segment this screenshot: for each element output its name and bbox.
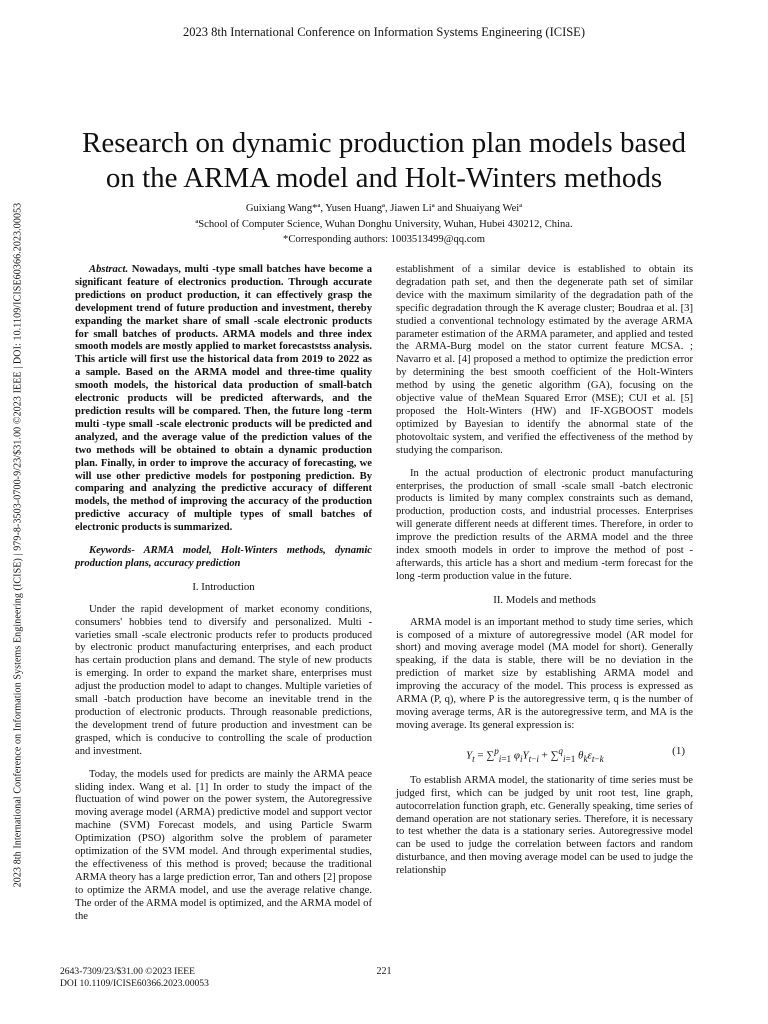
intro-paragraph-1: Under the rapid development of market economy conditions, consumers' hobbies tend to diversify and personalized. Multi -varieties small -scale electronic products refer to products produced by electronic product manufacturing enterprises, and each product has certain production plans and demand. The style of new products is emerging. In order to expand the market share, enterprises must adjust the production model to adapt to changes. Multiple varieties of small -batch production have become an inevitable trend in the production of electronic products. Through reasonable predictions, the development trend of future production and investment can be grasped, which is conducive to controlling the scale of production and investment. bbox=[75, 603, 372, 757]
author-affiliation: ªSchool of Computer Science, Wuhan Donghu University, Wuhan, Hubei 430212, China. bbox=[195, 218, 573, 230]
intro-paragraph-2: Today, the models used for predicts are mainly the ARMA peace sliding index. Wang et al. [1] In order to study the impact of the fluctuation of wind power on the power system, the Autoregressive moving average model (ARMA) predictive model and support vector machine (SVM) Forecast models, and using Particle Swarm Optimization (PSO) algorithm solve the problem of parameter optimization of the SVM model. And through experimental studies, the effectiveness of this method is proved; because the traditional ARMA theory has a large prediction error, Tan and others [2] propose to optimize the ARMA model, and use the average relative change. The order of the ARMA model is optimized, and the ARMA model of the bbox=[75, 768, 372, 922]
arma-equation bbox=[396, 743, 693, 765]
equation-expression: $Y_t = \sum^p_{i=1}$ $\varphi_iY_{t-i} + \sum^q_{i=1}$ $\theta_k\varepsilon_{t-k}$ bbox=[466, 745, 604, 764]
conference-header: 2023 8th International Conference on Information Systems Engineering (ICISE) bbox=[183, 25, 585, 39]
right-paragraph-1: establishment of a similar device is established to obtain its degradation path set, and then the degenerate path set of similar device with the maximum similarity of the degradation path of the specific degradation through the K average cluster; Boudraa et al. [3] studied a conventional technology estimated by the average ARMA parameter estimation of the ARMA parameter, and applied and tested the ARMA-Burg model on the stator current feature MCSA. ; Navarro et al. [4] proposed a method to optimize the prediction error by determining the best smooth coefficient of the Holt-Winters method by using the genetic algorithm (GA), focusing on the objective value of theMean Squared Error (MSE); CUI et al. [5] proposed the Holt-Winters (HW) and IF-XGBOOST models optimized by Bayesian to identify the abnormal state of the photovoltaic system, and verified the effectiveness of the method by studying the comparison. bbox=[396, 264, 693, 456]
section-heading-introduction: I. Introduction bbox=[192, 580, 255, 593]
section-heading-methods: II. Models and methods bbox=[493, 593, 596, 606]
keywords: Keywords- ARMA model, Holt-Winters methods, dynamic production plans, accuracy prediction bbox=[75, 545, 372, 569]
side-doi-text: 2023 8th International Conference on Information Systems Engineering (ICISE) | 979-8-3503-0700-9/23/$31.00 ©2023 IEEE | DOI: 10.1109/ICISE60366.2023.00053 bbox=[12, 202, 24, 888]
methods-paragraph-2: To establish ARMA model, the stationarity of time series must be judged first, which can be judged by unit root test, line graph, autocorrelation function graph, etc. Generally speaking, time series of demand operation are not stationary series. Therefore, it is necessary to test whether the data is a stationary series. Autoregressive model can be used to judge the correlation between factors and random disturbance, and then moving average model can be used to judge the relationship bbox=[396, 774, 693, 877]
methods-paragraph-1: ARMA model is an important method to study time series, which is composed of a mixture of autoregressive model (AR model for short) and moving average model (MA model for short). Generally speaking, if the data is stable, there will be no deviation in the prediction of market size by establishing ARMA model and improving the accuracy of the model. This process is expressed as ARMA (P, q), where P is the autoregressive term, q is the number of moving average terms, AR is the autoregressive term, and MA is the moving average. Its general expression is: bbox=[396, 616, 693, 731]
footer-doi: DOI 10.1109/ICISE60366.2023.00053 bbox=[60, 978, 209, 989]
equation-number: (1) bbox=[672, 744, 685, 757]
page-number: 221 bbox=[376, 966, 392, 977]
abstract-lead: Abstract. bbox=[89, 264, 129, 275]
author-names: Guixiang Wang*ª, Yusen Huangª, Jiawen Liª and Shuaiyang Weiª bbox=[245, 203, 523, 214]
title-line-1: Research on dynamic production plan models based bbox=[81, 127, 686, 159]
abstract-text: Nowadays, multi -type small batches have become a significant feature of electronics production. Through accurate predictions on product production, it can effectively grasp the development trend of future production and investment, thereby expanding the market share of small -scale electronic products for small batches of products. ARMA models and three index smooth models are mostly applied to market forecaststss analysis. This article will first use the historical data from 2019 to 2022 as a sample. Based on the ARMA model and three-time quality smooth models, the historical data production of small-batch electronic products will be predicted afterwards, and the prediction results will be compared. Then, the future long -term multi -type small -scale electronic products will be predicted and analyzed, and the average value of the prediction values of the two methods will be obtained to obtain a dynamic production plan. Finally, in order to improve the accuracy of forecasting, we will use other predictive models for postponing prediction. By comparing and analyzing the predictive accuracy of different models, the method of improving the accuracy of the production predictive accuracy of multiple types of small batches of electronic products is summarized. bbox=[75, 264, 372, 534]
right-paragraph-2: In the actual production of electronic product manufacturing enterprises, the production of small -scale small -batch electronic products is limited by many complex constraints such as demand, production, production costs, and industrial processes. Enterprises will generate different needs at different times. Therefore, in order to improve the prediction results of the ARMA model and the three index smooth models in order to improve the method of post -afterwards, this article has a short and medium -term forecast for the long -term production value in the future. bbox=[396, 467, 693, 582]
side-doi-strip bbox=[10, 160, 26, 930]
corresponding-author: *Corresponding authors: 1003513499@qq.com bbox=[283, 234, 485, 245]
footer-issn: 2643-7309/23/$31.00 ©2023 IEEE bbox=[60, 966, 195, 977]
abstract bbox=[75, 264, 372, 535]
author-block bbox=[60, 201, 708, 248]
left-column bbox=[75, 264, 372, 934]
right-column bbox=[396, 264, 693, 888]
paper-title bbox=[60, 126, 708, 196]
title-line-2: on the ARMA model and Holt-Winters methods bbox=[105, 162, 663, 194]
